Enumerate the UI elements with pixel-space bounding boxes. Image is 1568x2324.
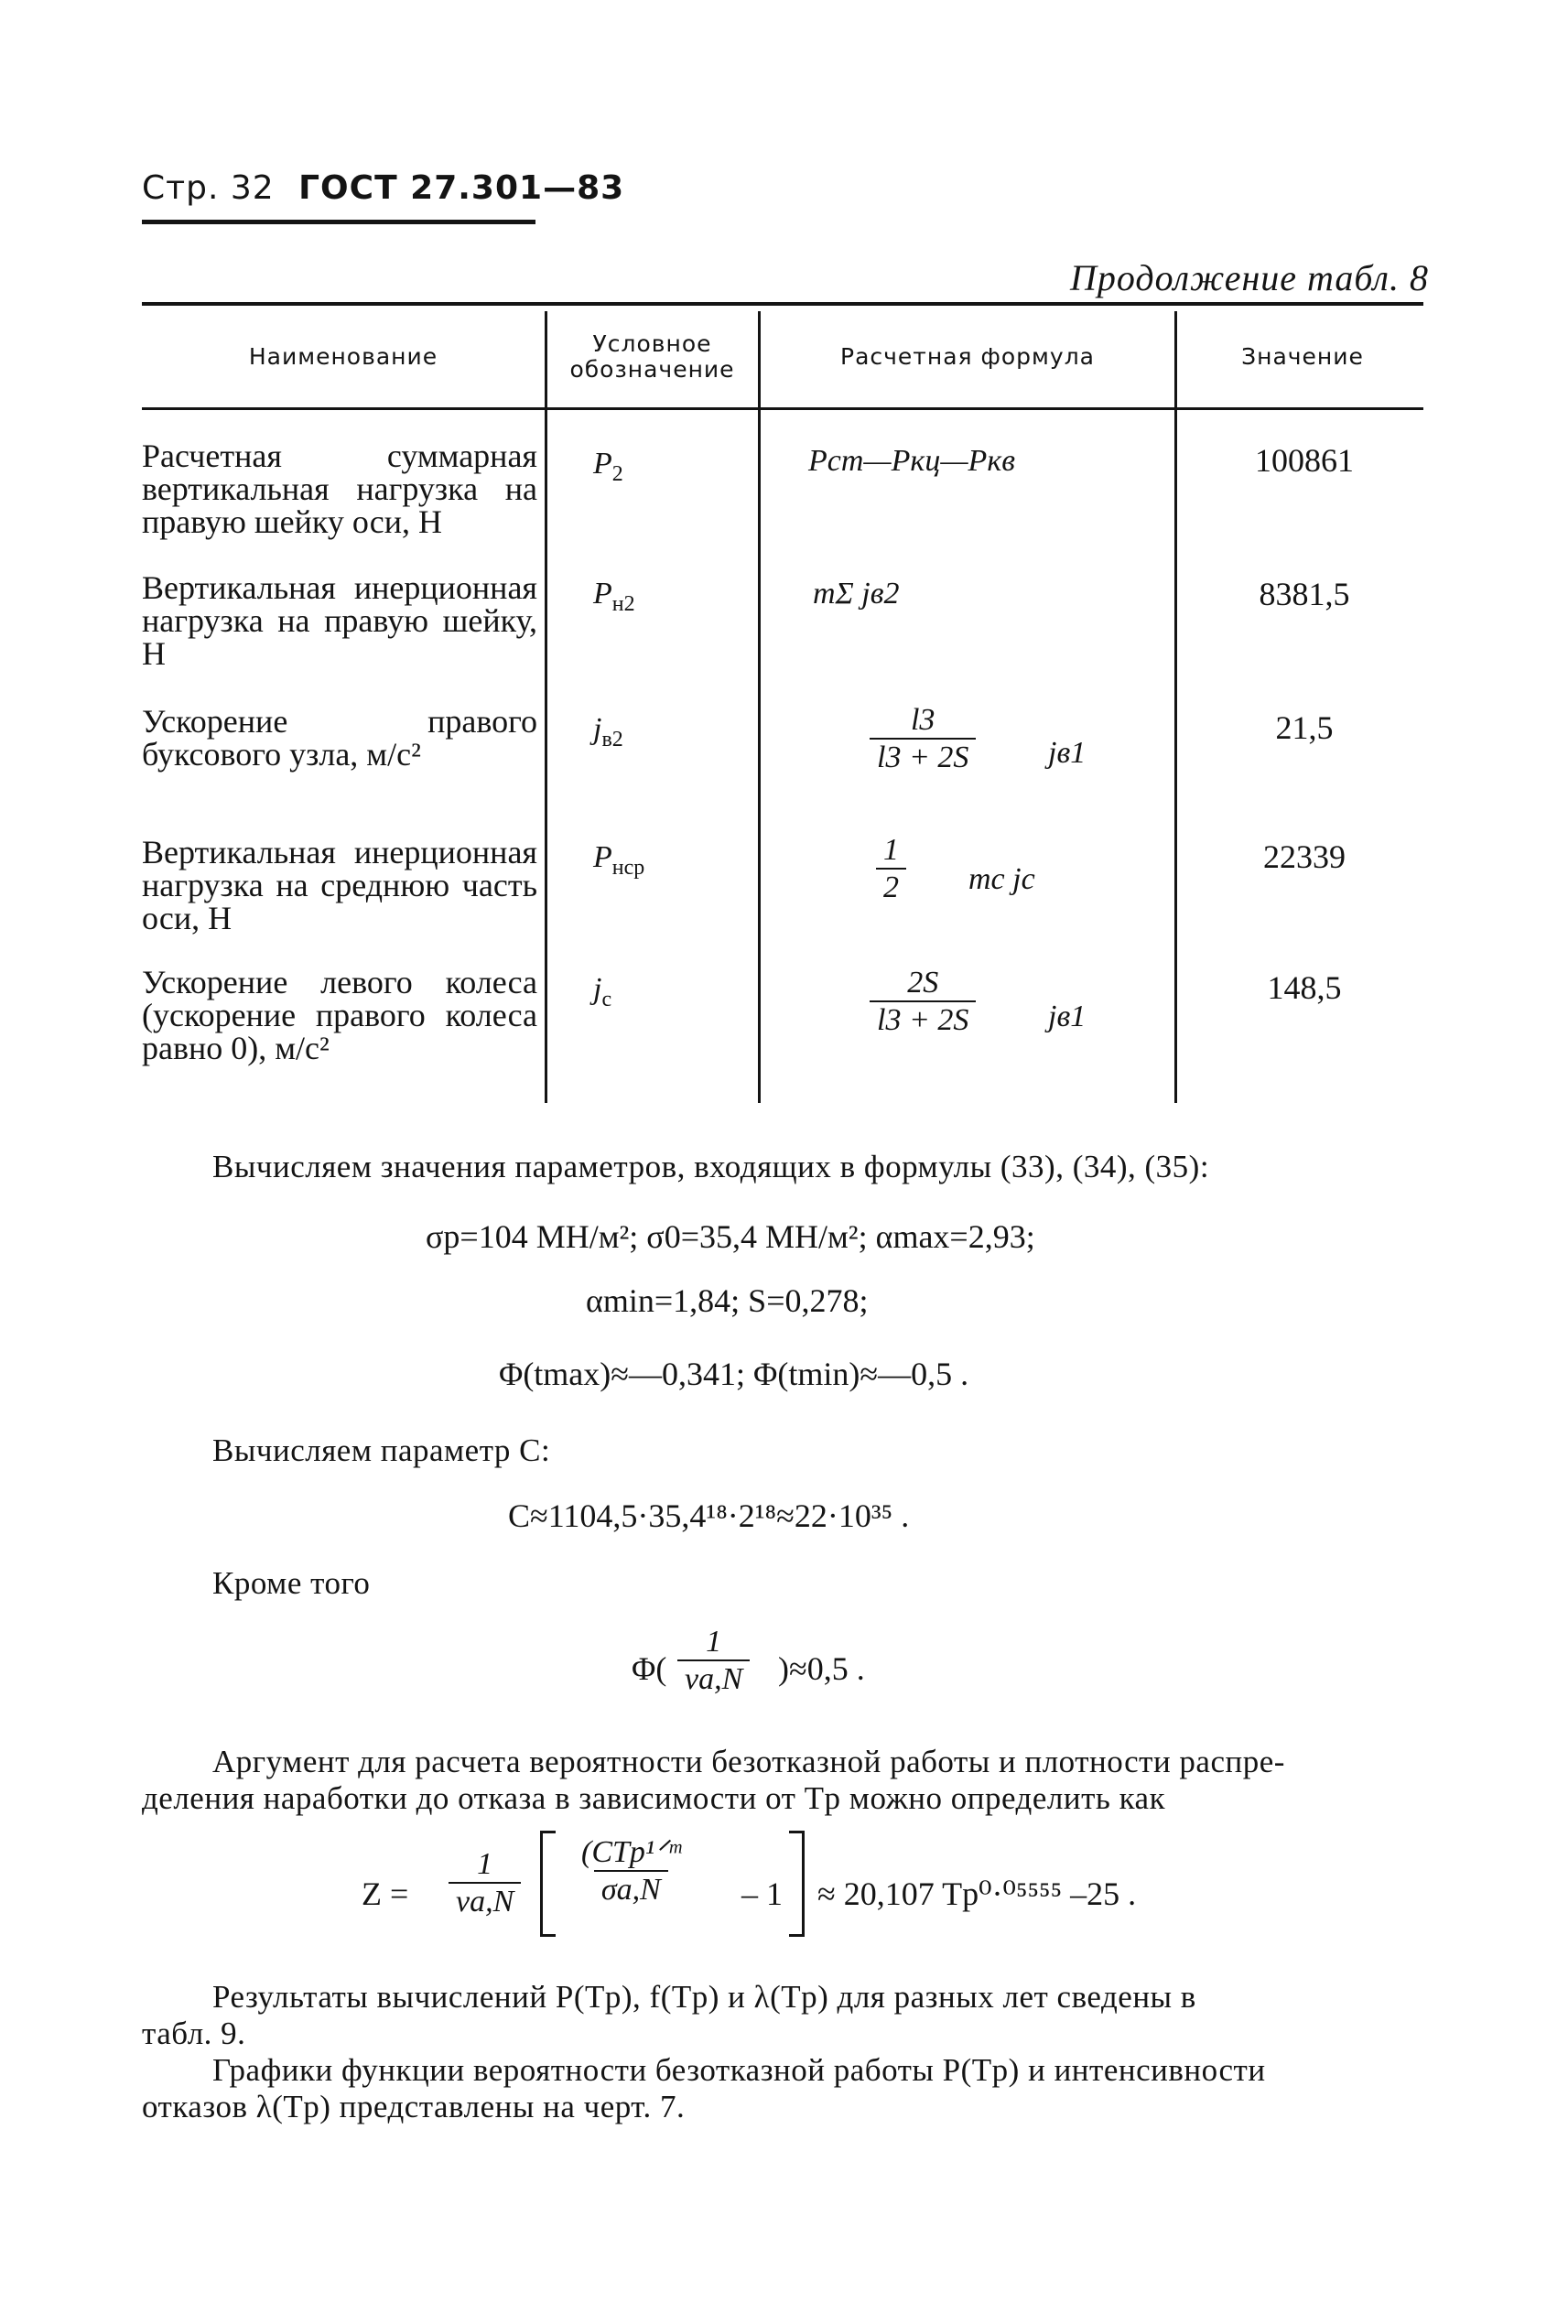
equation-z-left-bracket xyxy=(540,1831,556,1937)
table-top-rule xyxy=(142,302,1423,306)
row-1-value: 100861 xyxy=(1255,442,1354,479)
paragraph-graphs-line-1: Графики функции вероятности безотказной работы P(Tp) и интенсивности xyxy=(212,2052,1266,2088)
row-5-formula-numerator: 2S xyxy=(907,966,939,1000)
equation-phi-nu-suffix: )≈0,5 . xyxy=(778,1650,865,1687)
row-2-formula: mΣ jв2 xyxy=(813,577,900,611)
row-2-value: 8381,5 xyxy=(1259,576,1350,612)
equation-alpha-min: αmin=1,84; S=0,278; xyxy=(586,1282,869,1319)
equation-z-minus-one: – 1 xyxy=(741,1875,783,1912)
equation-z-fraction-1: $\frac{1}{\nu a,N}$ xyxy=(449,1847,521,1920)
column-header-value: Значение xyxy=(1241,343,1364,370)
paragraph-results-line-1: Результаты вычислений P(Tp), f(Tp) и λ(Tp) для разных лет сведены в xyxy=(212,1979,1196,2015)
row-5-formula-denominator: l3 + 2S xyxy=(870,1000,976,1039)
page-number: Стр. 32 xyxy=(142,169,275,207)
row-5-value: 148,5 xyxy=(1267,969,1342,1006)
gost-number: ГОСТ 27.301—83 xyxy=(298,169,625,207)
row-2-name: Вертикальная инерционная нагрузка на правую шейку, Н xyxy=(142,569,537,672)
row-3-name: Ускорение правого буксового узла, м/с² xyxy=(142,703,537,773)
row-1-name: Расчетная суммарная вертикальная нагрузка на правую шейку оси, Н xyxy=(142,438,537,540)
row-5-formula-factor: jв1 xyxy=(1048,1000,1087,1033)
row-4-value: 22339 xyxy=(1263,838,1346,875)
equation-c: C≈1104,5·35,4¹⁸·2¹⁸≈22·10³⁵ . xyxy=(508,1497,910,1534)
table-continuation-caption: Продолжение табл. 8 xyxy=(1069,257,1429,298)
equation-z-rhs: ≈ 20,107 Tp⁰·⁰⁵⁵⁵⁵ –25 . xyxy=(817,1875,1137,1912)
row-4-formula-fraction xyxy=(874,833,908,906)
table-divider-3 xyxy=(1174,311,1177,1103)
row-3-formula-fraction xyxy=(870,703,976,776)
page-header xyxy=(142,169,624,207)
paragraph-parameters-intro: Вычисляем значения параметров, входящих в формулы (33), (34), (35): xyxy=(212,1149,1210,1184)
equation-sigma-alpha: σp=104 МН/м²; σ0=35,4 МН/м²; αmax=2,93; xyxy=(426,1218,1035,1255)
row-1-formula: Pст—Pкц—Pкв xyxy=(808,444,1015,478)
row-5-name: Ускорение левого колеса (ускорение правого колеса равно 0), м/с² xyxy=(142,964,537,1066)
column-header-name: Наименование xyxy=(248,343,438,370)
row-4-formula-denominator: 2 xyxy=(876,868,906,906)
paragraph-moreover: Кроме того xyxy=(212,1565,371,1601)
equation-phi-nu-prefix: Φ( xyxy=(632,1650,667,1687)
paragraph-graphs-line-2: отказов λ(Tp) представлены на черт. 7. xyxy=(142,2089,686,2124)
row-3-value: 21,5 xyxy=(1275,709,1334,746)
row-1-symbol: $P_2$ xyxy=(593,447,623,486)
row-3-formula-factor: jв1 xyxy=(1048,736,1087,770)
equation-phi-t: Φ(tmax)≈—0,341; Φ(tmin)≈—0,5 . xyxy=(499,1356,969,1392)
header-rule xyxy=(142,220,535,224)
equation-phi-nu-fraction: $\frac{1}{\nu a,N}$ xyxy=(677,1625,750,1698)
equation-z-lhs: Z = xyxy=(362,1875,409,1912)
row-5-formula-fraction xyxy=(870,966,976,1039)
table-divider-2 xyxy=(758,311,761,1103)
paragraph-parameter-c: Вычисляем параметр C: xyxy=(212,1432,551,1468)
row-5-symbol: $j_с$ xyxy=(593,972,612,1011)
row-4-symbol: $P_{нср}$ xyxy=(593,840,645,880)
equation-z-right-bracket xyxy=(789,1831,805,1937)
row-4-name: Вертикальная инерционная нагрузка на среднюю часть оси, Н xyxy=(142,834,537,936)
table-divider-1 xyxy=(545,311,547,1103)
column-header-symbol: Условное обозначение xyxy=(569,330,735,383)
row-4-formula-factor: mс jс xyxy=(968,862,1035,896)
paragraph-argument-line-2: деления наработки до отказа в зависимости от Tp можно определить как xyxy=(142,1780,1166,1816)
row-3-symbol: $j_{в2}$ xyxy=(593,712,623,751)
paragraph-argument-line-1: Аргумент для расчета вероятности безотказной работы и плотности распре- xyxy=(212,1744,1285,1779)
equation-z-fraction-2: (CTp¹ᐟᵐ σa,N xyxy=(581,1835,681,1907)
column-header-formula: Расчетная формула xyxy=(840,343,1095,370)
row-3-formula-denominator: l3 + 2S xyxy=(870,738,976,776)
row-4-formula-numerator: 1 xyxy=(883,833,899,867)
row-2-symbol: $P_{н2}$ xyxy=(593,577,635,616)
table-header-rule xyxy=(142,407,1423,410)
row-3-formula-numerator: l3 xyxy=(910,703,935,737)
paragraph-results-line-2: табл. 9. xyxy=(142,2016,246,2051)
